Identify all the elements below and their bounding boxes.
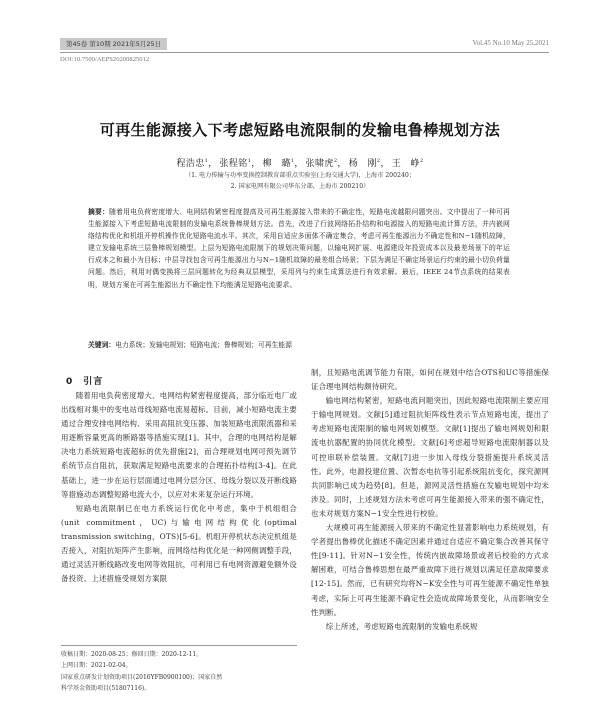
author-name: 张程铭 (219, 159, 248, 169)
footnote-line: 国家重点研发计划资助项目(2016YFB0900100)；国家自然 (61, 673, 223, 681)
body-paragraph: 制，且短路电流调节能力有限，如何在规划中结合OTS和UC等措施保证合理电网结构颇待研究。 (311, 368, 549, 392)
running-header (60, 38, 549, 50)
abstract-text: 随着用电负荷密度增大、电网结构紧密程度提高及可再生能源接入带来的不确定性，短路电流越限问题突出。文中提出了一种可再生能源接入下考虑短路电流限制的发输电系统鲁棒规划方法。首先，改进了行波网络拓扑结构和电源接入的短路电流计算方法，并内嵌网络结构优化和机组开停机操作优化短路电流水平。其次，采用自适应多面体不确定集合，考虑可再生能源出力不确定性和N−1随机故障，建立发输电系统三层鲁棒规划模型。上层为短路电流限制下的规划决策问题，以输电网扩展、电源建设年投资成本以及最差场景下的年运行成本之和最小为目标；中层寻找包含可再生能源出力与N−1随机故障的最差组合场景；下层为满足不确定场景运行约束的最小切负荷量问题。然后，利用对偶变换将三层问题转化为经典双层模型，采用列与约束生成算法进行有效求解。最后，IEEE 24节点系统的结果表明，规划方案在可再生能源出力不确定性下均能满足短路电流要求。 (88, 208, 510, 289)
author-name: 程浩忠 (176, 159, 205, 169)
author-affil-mark: 1 (247, 158, 252, 164)
footnote-rule (61, 645, 297, 646)
header-rule (60, 52, 549, 53)
keywords-text: 电力系统；发输电规划；短路电流；鲁棒规划；可再生能源 (115, 341, 292, 349)
doi: DOI:10.7500/AEPS20200825012 (60, 56, 150, 63)
section-heading: 0 引言 (66, 377, 104, 387)
keywords-label: 关键词： (88, 341, 116, 349)
footnote-line: 上网日期：2021-02-04。 (61, 662, 132, 670)
author-affil-mark: 2 (333, 158, 338, 164)
issue-tag: 第45卷 第10期 2021年5月25日 (60, 38, 167, 50)
paper-title: 可再生能源接入下考虑短路电流限制的发输电鲁棒规划方法 (99, 121, 501, 139)
author-affil-mark: 2 (376, 158, 381, 164)
footnotes (61, 649, 297, 694)
author-affil-mark: 2 (419, 158, 424, 164)
keywords (88, 340, 510, 351)
author-affil-mark: 1 (204, 158, 209, 164)
affiliation-line: （1. 电力传输与功率变换控制教育部重点实验室(上海交通大学)，上海市 200240； (184, 172, 416, 179)
abstract (88, 206, 510, 291)
body-paragraph: 大规模可再生能源接入带来的不确定性显著影响电力系统规划，有学者提出鲁棒优化描述不确定因素并通过自适应不确定集合改善其保守性[9-11]。针对N−1安全性，传统内嵌故障场景或者后校验的方式求解困难，可结合鲁棒思想在最严重故障下进行规划以满足任意故障要求[12-15]。然而，已有研究均将N−K安全性与可再生能源不确定性单独考虑，实际上可再生能源不确定性会造成故障场景变化，从而影响安全性判断。 (311, 523, 549, 617)
affiliation-line: 2. 国家电网有限公司华东分部，上海市 200210） (230, 183, 370, 190)
author-name: 张啸虎 (305, 159, 334, 169)
author-affil-mark: 1 (290, 158, 295, 164)
journal-volume-info: Vol.45 No.10 May 25,2021 (472, 39, 549, 47)
footnote-line: 收稿日期：2020-08-25；修回日期：2020-12-11。 (61, 651, 203, 658)
body-paragraph: 随着用电负荷密度增大、电网结构紧密程度提高，部分临近电厂或出线相对集中的变电站母线短路电流易超标。目前，减小短路电流主要通过合理安排电网结构、采用高阻抗变压器、加装短路电流限流器和采用逐断容量更高的断路器等措施实现[1]。其中，合理的电网结构是解决电力系统短路电流超标的优先措施[2]，而合理规划电网可预先调节系统节点自阻抗，获取满足短路电流要求的合理拓扑结构[3-4]。在此基础上，进一步在运行层面通过电网分层分区、母线分裂以及开断线路等措施动态调整短路电流大小，以应对未来复杂运行环境。 (61, 391, 297, 499)
author-name: 杨 刚 (348, 159, 377, 169)
body-paragraph: 短路电流限制已在电力系统运行优化中考虑，集中于机组组合(unit commitment，UC)与输电网结构优化(optimal transmission switching，OTS)[5-6]。机组开停机状态决定机组是否接入，对阻抗矩阵产生影响，而网络结构优化是一种网侧调整手段，通过灵活开断线路改变电网等效阻抗，可利用已有电网资源避免额外设备投资。上述措施受规划方案限 (61, 503, 297, 584)
body-paragraph: 输电网结构紧密，短路电流问题突出，因此短路电流限制主要应用于输电网规划。文献[5]通过阻抗矩阵线性表示节点短路电流，提出了考虑短路电流限制的输电网规划模型。文献[1]提出了输电网规划和限流电抗器配置的协同优化模型。文献[6]考虑超导短路电流限制器以及可控串联补偿装置。文献[7]进一步加入母线分裂措施提升系统灵活性。此外，电源投建位置、次暂态电抗等引起系统阻抗变化，探究源网共同影响已成为趋势[8]。但是，源网灵活性措施在发输电规划中均未涉及。同时，上述规划方法未考虑可再生能源接入带来的强不确定性，也未对规划方案N−1安全性进行校验。 (311, 396, 549, 518)
footnote-line: 科学基金资助项目(51807116)。 (61, 684, 151, 692)
left-column (61, 389, 297, 586)
right-column (311, 366, 549, 634)
author-name: 王 峥 (391, 159, 420, 169)
author-list: 程浩忠$^1$， 张程铭$^1$， 柳 璐$^1$， 张啸虎$^2$， 杨 刚$^2$， 王 峥$^2$ (176, 158, 424, 169)
body-paragraph: 综上所述，考虑短路电流限制的发输电系统规 (325, 621, 478, 631)
abstract-label: 摘要： (88, 208, 110, 216)
author-name: 柳 璐 (262, 159, 291, 169)
